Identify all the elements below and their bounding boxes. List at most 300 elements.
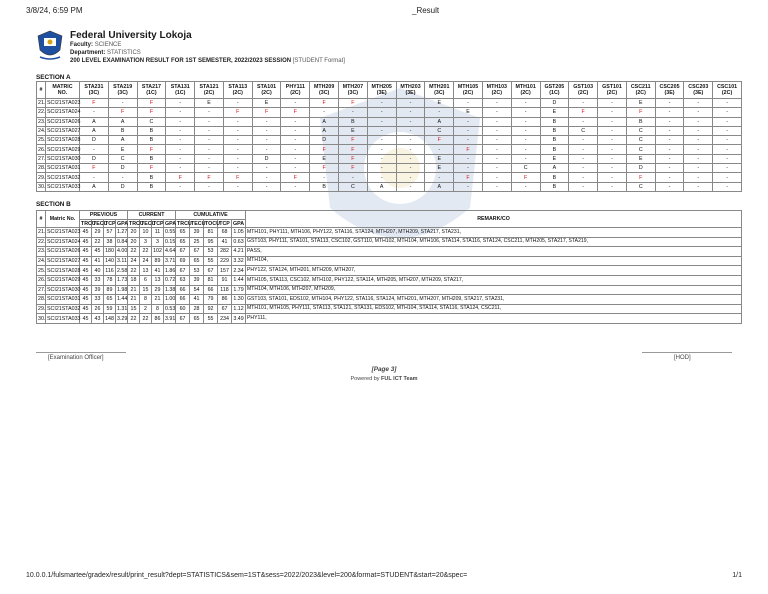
grade-cell: - xyxy=(655,99,684,108)
course-header xyxy=(367,82,396,99)
grade-cell: D xyxy=(252,154,281,163)
grade-cell: - xyxy=(195,182,224,191)
hod-signature-line xyxy=(642,352,732,353)
grade-cell: - xyxy=(482,126,511,135)
grade-cell: - xyxy=(684,126,713,135)
course-unit: (2C) xyxy=(290,90,301,96)
value-cell: 45 xyxy=(92,247,104,257)
course-code: MTH105 xyxy=(457,84,479,90)
sub-header: GPA xyxy=(233,220,245,227)
grade-cell: - xyxy=(367,108,396,117)
grade-cell: F xyxy=(108,108,137,117)
grade-cell: D xyxy=(540,99,569,108)
value-cell: 57 xyxy=(104,228,116,238)
value-cell: 45 xyxy=(80,304,92,314)
value-cell: 67 xyxy=(190,247,204,257)
grade-cell: F xyxy=(195,173,224,182)
grade-cell: - xyxy=(367,99,396,108)
course-unit: (2C) xyxy=(203,90,215,96)
grade-cell: D xyxy=(108,164,137,173)
grade-cell: - xyxy=(252,117,281,126)
sub-header: GPA xyxy=(117,220,129,227)
hod-label: [HOD] xyxy=(674,355,691,361)
value-cell: 22 xyxy=(128,247,140,257)
grade-cell: - xyxy=(396,145,425,154)
grade-cell: - xyxy=(684,173,713,182)
sub-header: TRCU xyxy=(177,220,192,227)
value-cell: 1.30 xyxy=(233,296,244,303)
grade-cell: - xyxy=(166,154,195,163)
print-page-count: 1/1 xyxy=(732,572,742,579)
grade-cell: - xyxy=(367,136,396,145)
course-header xyxy=(425,82,454,99)
row-number: 25. xyxy=(38,137,46,144)
powered-team: FUL ICT Team xyxy=(381,376,418,382)
matric-number: SCI21STA031 xyxy=(47,296,81,303)
grade-cell: - xyxy=(223,117,252,126)
examination-officer-label: [Examination Officer] xyxy=(48,355,104,361)
grade-cell: - xyxy=(195,164,224,173)
value-cell: 282 xyxy=(218,247,232,257)
row-number: 29. xyxy=(38,306,46,313)
value-cell: 0.53 xyxy=(165,306,176,313)
grade-cell: E xyxy=(540,108,569,117)
value-cell: 6 xyxy=(140,275,152,285)
grade-cell: - xyxy=(713,136,742,145)
grade-cell: - xyxy=(684,99,713,108)
course-header xyxy=(655,82,684,99)
value-cell: 3 xyxy=(140,237,152,247)
value-cell: 4.00 xyxy=(117,248,128,255)
grade-cell: - xyxy=(166,108,195,117)
grade-cell: - xyxy=(598,99,627,108)
grade-cell: F xyxy=(137,164,166,173)
grade-cell: E xyxy=(454,108,483,117)
format-note: [STUDENT Format] xyxy=(292,58,345,64)
value-cell: 20 xyxy=(128,237,140,247)
value-cell: 1.73 xyxy=(117,277,128,284)
grade-cell: - xyxy=(195,154,224,163)
grade-cell: - xyxy=(367,154,396,163)
grade-cell: - xyxy=(713,108,742,117)
grade-cell: B xyxy=(540,145,569,154)
grade-cell: - xyxy=(310,108,339,117)
grade-cell: B xyxy=(137,126,166,135)
remark-cell: MTH105, STA113, CSC102, MTH102, PHY122, STA114, MTH205, MTH207, MTH209, STA217, xyxy=(246,275,742,285)
grade-cell: - xyxy=(396,173,425,182)
value-cell: 8 xyxy=(152,304,164,314)
grade-cell: - xyxy=(569,164,598,173)
course-header xyxy=(310,82,339,99)
grade-cell: F xyxy=(310,164,339,173)
matric-number: SCI21STA024 xyxy=(47,109,81,116)
grade-cell: - xyxy=(166,136,195,145)
value-cell: 40 xyxy=(92,266,104,276)
grade-cell: C xyxy=(425,126,454,135)
value-cell: 3.29 xyxy=(117,315,128,322)
course-unit: (2C) xyxy=(635,90,646,96)
value-cell: 3.71 xyxy=(165,258,176,265)
grade-cell: - xyxy=(396,126,425,135)
value-cell: 68 xyxy=(218,228,232,238)
course-unit: (3C) xyxy=(347,90,359,96)
value-cell: 67 xyxy=(176,247,190,257)
grade-cell: F xyxy=(339,154,368,163)
matric-number: SCI21STA029 xyxy=(47,146,81,153)
course-header xyxy=(511,82,540,99)
group-header: CURRENT xyxy=(128,211,176,220)
value-cell: 1.86 xyxy=(165,267,176,274)
grade-cell: F xyxy=(252,108,281,117)
value-cell: 66 xyxy=(176,285,190,295)
course-unit: (3C) xyxy=(318,90,330,96)
value-cell: 39 xyxy=(190,275,204,285)
table-row xyxy=(37,126,742,135)
course-header xyxy=(396,82,425,99)
grade-cell: - xyxy=(281,136,310,145)
value-cell: 81 xyxy=(204,275,218,285)
grade-cell: D xyxy=(80,154,109,163)
grade-cell: F xyxy=(626,173,655,182)
grade-cell: - xyxy=(655,136,684,145)
grade-cell: - xyxy=(223,164,252,173)
grade-cell: - xyxy=(425,145,454,154)
course-header xyxy=(252,82,281,99)
sub-header: TECU xyxy=(141,220,156,227)
grade-cell: D xyxy=(108,182,137,191)
value-cell: 13 xyxy=(140,266,152,276)
course-code: STA217 xyxy=(141,84,161,90)
grade-cell: - xyxy=(367,164,396,173)
row-number: 28. xyxy=(38,296,46,303)
grade-cell: A xyxy=(425,117,454,126)
grade-cell: A xyxy=(80,126,109,135)
grade-cell: D xyxy=(626,164,655,173)
value-cell: 45 xyxy=(80,266,92,276)
value-cell: 67 xyxy=(176,314,190,324)
section-b-table xyxy=(36,210,742,324)
value-cell: 78 xyxy=(104,275,116,285)
grade-cell: F xyxy=(454,145,483,154)
grade-cell: F xyxy=(281,173,310,182)
grade-cell: A xyxy=(80,117,109,126)
grade-cell: C xyxy=(511,164,540,173)
powered-by xyxy=(0,376,768,382)
value-cell: 86 xyxy=(152,314,164,324)
row-number: 28. xyxy=(38,165,46,172)
course-header xyxy=(80,82,109,99)
grade-cell: E xyxy=(195,99,224,108)
grade-cell: E xyxy=(626,154,655,163)
row-number: 23. xyxy=(38,118,46,125)
grade-cell: - xyxy=(252,136,281,145)
course-unit: (2C) xyxy=(491,90,502,96)
grade-cell: F xyxy=(223,173,252,182)
examination-officer-signature-line xyxy=(36,352,126,353)
grade-cell: - xyxy=(655,117,684,126)
value-cell: 39 xyxy=(92,285,104,295)
grade-cell: - xyxy=(511,182,540,191)
matric-number: SCI21STA033 xyxy=(47,183,81,190)
print-datetime: 3/8/24, 6:59 PM xyxy=(26,6,83,15)
remark-cell: MTH104, MTH106, MTH207, MTH209, xyxy=(246,285,742,295)
course-header xyxy=(137,82,166,99)
value-cell: 67 xyxy=(204,266,218,276)
remark-cell: GST103, STA101, EDS102, MTH104, PHY122, STA116, STA124, MTH201, MTH207, MTH209, STA217, STA231, xyxy=(246,295,742,305)
course-unit: (2C) xyxy=(578,90,589,96)
row-number: 29. xyxy=(38,174,46,181)
value-cell: 22 xyxy=(92,237,104,247)
grade-cell: C xyxy=(137,117,166,126)
grade-cell: A xyxy=(540,164,569,173)
table-row xyxy=(37,154,742,163)
grade-cell: - xyxy=(569,173,598,182)
course-code: STA131 xyxy=(170,84,190,90)
course-unit: (2C) xyxy=(520,90,531,96)
grade-cell: A xyxy=(80,182,109,191)
value-cell: 1.00 xyxy=(165,296,176,303)
course-header xyxy=(223,82,252,99)
col-header-num: # xyxy=(37,211,46,228)
grade-cell: A xyxy=(108,136,137,145)
table-row xyxy=(37,117,742,126)
grade-cell: - xyxy=(166,182,195,191)
course-unit: (2C) xyxy=(606,90,618,96)
table-row xyxy=(37,99,742,108)
row-number: 22. xyxy=(38,109,46,116)
page-number: [Page 3] xyxy=(371,366,397,373)
value-cell: 1.27 xyxy=(117,229,128,236)
course-code: STA101 xyxy=(257,84,277,90)
table-row xyxy=(37,108,742,117)
grade-cell: F xyxy=(339,99,368,108)
grade-cell: F xyxy=(454,173,483,182)
university-name: Federal University Lokoja xyxy=(70,30,192,41)
course-unit: (1C) xyxy=(175,90,186,96)
grade-cell: - xyxy=(598,182,627,191)
grade-cell: - xyxy=(166,99,195,108)
grade-cell: - xyxy=(339,173,368,182)
grade-cell: A xyxy=(310,117,339,126)
sub-header: TRCU xyxy=(81,220,96,227)
value-cell: 26 xyxy=(92,304,104,314)
course-code: PHY111 xyxy=(285,84,305,90)
grade-cell: - xyxy=(655,173,684,182)
grade-cell: - xyxy=(598,136,627,145)
grade-cell: - xyxy=(713,145,742,154)
grade-cell: - xyxy=(252,126,281,135)
grade-cell: - xyxy=(223,182,252,191)
value-cell: 2.34 xyxy=(233,267,244,274)
grade-cell: - xyxy=(655,145,684,154)
value-cell: 1.38 xyxy=(165,286,176,293)
section-a-header-row xyxy=(37,82,742,99)
grade-cell: B xyxy=(108,126,137,135)
grade-cell: - xyxy=(684,136,713,145)
course-code: MTH201 xyxy=(429,84,450,90)
value-cell: 39 xyxy=(190,228,204,238)
course-unit: (2C) xyxy=(232,90,243,96)
section-a-table xyxy=(36,81,742,192)
group-header: CUMULATIVE xyxy=(176,211,246,220)
grade-cell: - xyxy=(367,145,396,154)
grade-cell: - xyxy=(310,173,339,182)
grade-cell: F xyxy=(223,108,252,117)
course-unit: (3C) xyxy=(88,90,100,96)
grade-cell: - xyxy=(396,164,425,173)
value-cell: 22 xyxy=(140,247,152,257)
grade-cell: C xyxy=(626,136,655,145)
value-cell: 79 xyxy=(204,295,218,305)
course-code: STA231 xyxy=(84,84,104,90)
grade-cell: - xyxy=(425,108,454,117)
grade-cell: - xyxy=(367,117,396,126)
grade-cell: - xyxy=(684,117,713,126)
grade-cell: A xyxy=(108,117,137,126)
value-cell: 69 xyxy=(176,256,190,266)
powered-prefix: Powered by xyxy=(350,376,380,382)
grade-cell: F xyxy=(511,173,540,182)
table-row xyxy=(37,136,742,145)
course-code: CSC211 xyxy=(630,84,651,90)
remark-cell: MTH101, MTH105, PHY111, STA113, STA121, STA131, EDS102, MTH104, STA114, STA116, STA124, CSC211, xyxy=(246,304,742,314)
grade-cell: - xyxy=(454,154,483,163)
value-cell: 2.58 xyxy=(117,267,128,274)
grade-cell: - xyxy=(684,145,713,154)
grade-cell: - xyxy=(482,173,511,182)
matric-number: SCI21STA023 xyxy=(47,100,81,107)
value-cell: 1.98 xyxy=(117,286,128,293)
col-header-matric: MATRIC NO. xyxy=(46,82,80,99)
grade-cell: - xyxy=(108,173,137,182)
value-cell: 0.84 xyxy=(117,238,128,245)
table-row xyxy=(37,256,742,266)
course-code: MTH207 xyxy=(342,84,364,90)
course-unit: (1C) xyxy=(146,90,157,96)
grade-cell: - xyxy=(569,117,598,126)
grade-cell: - xyxy=(655,154,684,163)
grade-cell: - xyxy=(713,126,742,135)
grade-cell: - xyxy=(454,117,483,126)
grade-cell: - xyxy=(511,145,540,154)
department-line xyxy=(70,49,345,57)
course-code: CSC205 xyxy=(659,84,680,90)
value-cell: 180 xyxy=(105,248,114,255)
grade-cell: - xyxy=(281,145,310,154)
grade-cell: - xyxy=(195,117,224,126)
value-cell: 55 xyxy=(204,256,218,266)
exam-title-line xyxy=(70,57,345,65)
remark-cell: MTH101, PHY111, MTH106, PHY122, STA116, STA124, MTH207, MTH209, STA217, STA231, xyxy=(246,228,742,238)
grade-cell: - xyxy=(166,117,195,126)
value-cell: 66 xyxy=(204,285,218,295)
remark-cell: PHY111, xyxy=(246,314,742,324)
course-unit: (3C) xyxy=(434,90,445,96)
grade-cell: - xyxy=(713,117,742,126)
grade-cell: - xyxy=(195,126,224,135)
course-header xyxy=(569,82,598,99)
group-header: PREVIOUS xyxy=(80,211,128,220)
value-cell: 22 xyxy=(128,314,140,324)
value-cell: 45 xyxy=(80,295,92,305)
table-row xyxy=(37,295,742,305)
value-cell: 41 xyxy=(218,237,232,247)
value-cell: 0.55 xyxy=(165,229,176,236)
table-row xyxy=(37,285,742,295)
value-cell: 28 xyxy=(190,304,204,314)
table-row xyxy=(37,228,742,238)
grade-cell: B xyxy=(540,126,569,135)
course-unit: (3E) xyxy=(693,90,704,96)
grade-cell: - xyxy=(195,136,224,145)
grade-cell: - xyxy=(482,117,511,126)
value-cell: 1.05 xyxy=(233,229,244,236)
grade-cell: - xyxy=(482,154,511,163)
row-number: 26. xyxy=(38,277,46,284)
grade-cell: E xyxy=(339,126,368,135)
course-code: MTH101 xyxy=(515,84,536,90)
matric-number: SCI21STA026 xyxy=(47,118,81,125)
value-cell: 65 xyxy=(176,237,190,247)
value-cell: 33 xyxy=(92,275,104,285)
value-cell: 4.21 xyxy=(233,248,244,255)
grade-cell: - xyxy=(195,108,224,117)
grade-cell: - xyxy=(598,145,627,154)
grade-cell: F xyxy=(310,99,339,108)
grade-cell: E xyxy=(540,154,569,163)
value-cell: 91 xyxy=(218,275,232,285)
grade-cell: B xyxy=(310,182,339,191)
remark-cell: MTH104, xyxy=(246,256,742,266)
value-cell: 3.32 xyxy=(233,258,244,265)
grade-cell: - xyxy=(252,164,281,173)
grade-cell: - xyxy=(223,145,252,154)
grade-cell: - xyxy=(511,126,540,135)
grade-cell: - xyxy=(454,99,483,108)
matric-number: SCI21STA026 xyxy=(47,248,81,255)
grade-cell: - xyxy=(511,136,540,145)
grade-cell: B xyxy=(137,173,166,182)
value-cell: 3.49 xyxy=(233,315,244,322)
department-value: STATISTICS xyxy=(107,50,141,56)
value-cell: 148 xyxy=(105,315,114,322)
grade-cell: E xyxy=(626,99,655,108)
matric-number: SCI21STA028 xyxy=(47,267,81,274)
faculty-value: SCIENCE xyxy=(94,42,122,48)
course-header xyxy=(482,82,511,99)
table-row xyxy=(37,247,742,257)
grade-cell: B xyxy=(137,182,166,191)
value-cell: 89 xyxy=(152,256,164,266)
table-row xyxy=(37,182,742,191)
grade-cell: C xyxy=(569,126,598,135)
value-cell: 8 xyxy=(140,295,152,305)
grade-cell: D xyxy=(310,136,339,145)
grade-cell: - xyxy=(223,136,252,145)
value-cell: 10 xyxy=(140,228,152,238)
grade-cell: - xyxy=(482,182,511,191)
value-cell: 45 xyxy=(80,275,92,285)
matric-number: SCI21STA028 xyxy=(47,137,81,144)
grade-cell: F xyxy=(137,99,166,108)
value-cell: 140 xyxy=(105,258,114,265)
grade-cell: - xyxy=(713,164,742,173)
grade-cell: F xyxy=(425,136,454,145)
grade-cell: - xyxy=(569,136,598,145)
sub-header: TRCU xyxy=(129,220,144,227)
course-code: GST103 xyxy=(573,84,594,90)
grade-cell: - xyxy=(482,145,511,154)
